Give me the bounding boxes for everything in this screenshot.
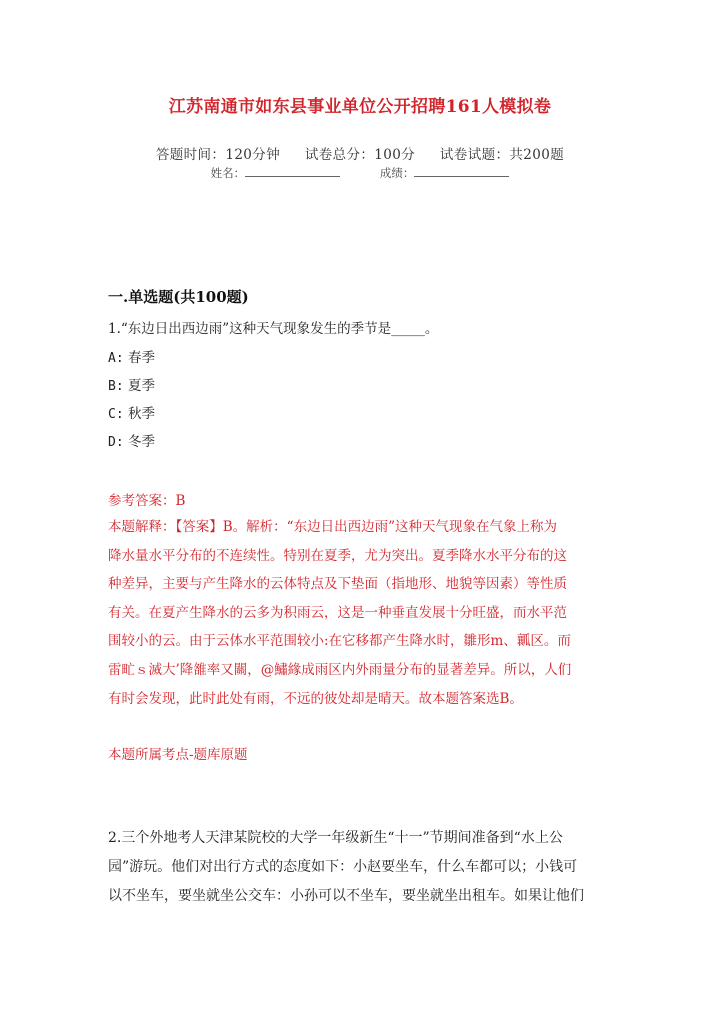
exam-meta <box>0 143 720 163</box>
option-b <box>108 374 155 394</box>
name-blank-line <box>245 167 340 177</box>
question-2-line: 以不坐车，要坐就坐公交车：小孙可以不坐车，要坐就坐出租车。如果让他们 <box>108 888 584 904</box>
explanation-line: 种差异，主要与产生降水的云体特点及下垫面（指地形、地貌等因素）等性质 <box>108 576 567 593</box>
option-d <box>108 430 155 450</box>
option-key: B: <box>108 379 124 394</box>
score-label: 成绩： <box>379 166 415 180</box>
explanation-line: 有时会发现，此时此处有雨，不远的彼处却是晴天。故本题答案选B。 <box>108 690 523 707</box>
question-2-line: 园”游玩。他们对出行方式的态度如下：小赵要坐车，什么车都可以；小钱可 <box>108 859 578 875</box>
score-field <box>380 165 510 181</box>
exam-point: 本题所属考点-题库原题 <box>108 747 248 763</box>
name-label: 姓名： <box>210 166 246 180</box>
explanation-line: 降水量水平分布的不连续性。特别在夏季，尤为突出。夏季降水水平分布的这 <box>108 547 567 564</box>
option-text: 冬季 <box>127 434 155 450</box>
option-key: C: <box>108 407 124 422</box>
explanation-line: 雷甿ｓ滅大’降雒率又關，@鱐緣成雨区内外雨量分布的显著差异。所以，人们 <box>108 661 572 678</box>
exam-time: 答题时间：120分钟 <box>155 147 281 163</box>
option-text: 夏季 <box>127 378 155 394</box>
exam-total-score: 试卷总分：100分 <box>304 147 416 163</box>
answer-explanation <box>108 513 618 713</box>
option-text: 春季 <box>127 350 155 366</box>
student-fields <box>0 165 720 181</box>
exam-question-count: 试卷试题：共200题 <box>439 147 565 163</box>
section-title: 一.单选题(共100题) <box>108 288 249 306</box>
option-key: A: <box>108 351 124 366</box>
score-blank-line <box>414 167 509 177</box>
name-field <box>211 165 341 181</box>
explanation-line: 本题解释：【答案】B。解析：“东边日出西边雨”这种天气现象在气象上称为 <box>108 519 557 535</box>
question-1-stem: 1.“东边日出西边雨”这种天气现象发生的季节是_____。 <box>108 321 439 337</box>
option-c <box>108 402 155 422</box>
document-title: 江苏南通市如东县事业单位公开招聘161人模拟卷 <box>168 97 552 117</box>
option-a <box>108 346 155 366</box>
explanation-line: 围较小的云。由于云体水平范围较小:在它移都产生降水时，雛形m、瓤区。而 <box>108 633 571 650</box>
question-2-line: 2.三个外地考人天津某院校的大学一年级新生“十一”节期间准备到“水上公 <box>108 830 563 846</box>
option-text: 秋季 <box>127 406 155 422</box>
question-2-stem <box>108 824 618 911</box>
explanation-line: 有关。在夏产生降水的云多为积雨云，这是一种垂直发展十分旺盛，而水平范 <box>108 604 567 621</box>
reference-answer: 参考答案：B <box>108 493 186 509</box>
option-key: D: <box>108 435 124 450</box>
